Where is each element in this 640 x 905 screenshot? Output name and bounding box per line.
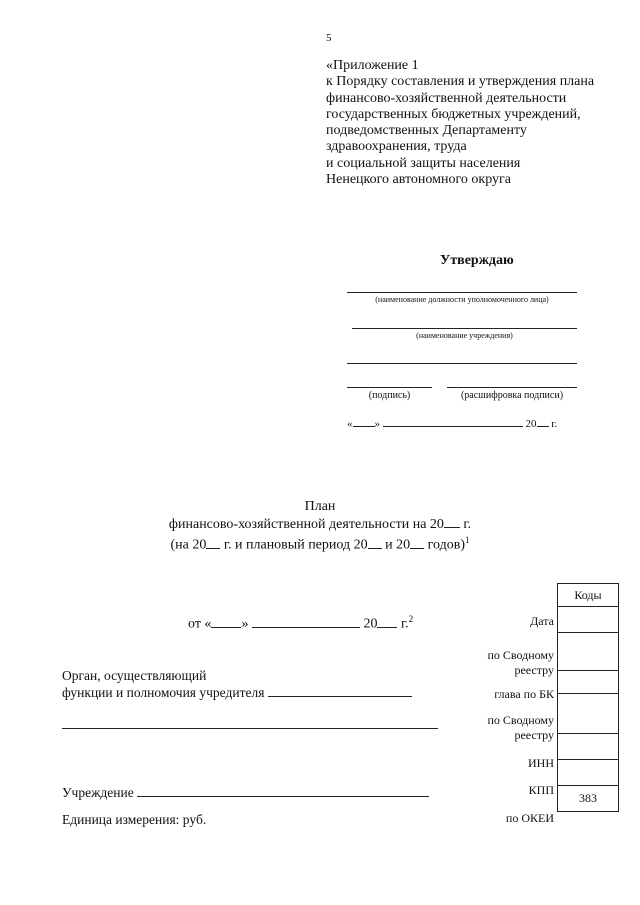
plan-period-d: годов)	[427, 537, 466, 553]
footnote-2: 2	[408, 614, 414, 624]
appendix-line: и социальной защиты населения	[326, 155, 521, 171]
approval-date	[347, 414, 587, 430]
plan-period-b: г. и плановый период 20	[223, 537, 368, 553]
code-cell-date	[558, 607, 618, 633]
plan-year-blank	[444, 515, 460, 528]
code-cell-okei: 383	[558, 786, 618, 812]
day-blank	[353, 414, 375, 427]
date-open-quote: «	[347, 418, 353, 430]
label-inn: ИНН	[528, 756, 554, 770]
signature-caption: (подпись)	[368, 390, 411, 401]
appendix-line: к Порядку составления и утверждения плана	[326, 74, 595, 90]
appendix-line: «Приложение 1	[326, 58, 419, 73]
position-caption: (наименование должности уполномоченного лица)	[375, 295, 549, 304]
approval-heading: Утверждаю	[440, 253, 514, 268]
organ-label-line1: Орган, осуществляющий	[62, 668, 207, 683]
plan-period-blank-3	[410, 536, 424, 549]
code-cell-registry-1	[558, 633, 618, 671]
code-cell-inn	[558, 734, 618, 760]
code-cell-registry-2	[558, 694, 618, 734]
signature-line	[347, 387, 432, 388]
date-suffix: г.	[551, 418, 558, 430]
organ-blank	[268, 684, 412, 697]
year-blank	[537, 414, 549, 427]
label-registry-1: по Сводному реестру	[487, 648, 554, 677]
institution-label: Учреждение	[62, 785, 134, 800]
position-line	[347, 292, 577, 293]
date-close-quote: »	[374, 418, 380, 430]
appendix-line: здравоохранения, труда	[326, 139, 467, 155]
plan-date-year: 20	[363, 616, 378, 632]
month-blank	[383, 414, 523, 427]
signature-decode-caption: (расшифровка подписи)	[460, 390, 564, 401]
plan-date-suffix: г.	[400, 616, 409, 632]
plan-month-blank	[252, 615, 360, 628]
codes-table	[557, 583, 619, 812]
organ-label-text: функции и полномочия учредителя	[62, 685, 265, 700]
code-cell-kpp	[558, 760, 618, 786]
plan-date-prefix: от «	[188, 616, 212, 632]
plan-period-blank-1	[206, 536, 220, 549]
page-number: 5	[326, 32, 332, 44]
institution-blank	[137, 784, 429, 797]
footnote-1: 1	[465, 535, 470, 545]
institution-field	[62, 784, 429, 801]
extra-line	[347, 363, 577, 364]
appendix-line: Ненецкого автономного округа	[326, 172, 511, 188]
plan-period-c: и 20	[385, 537, 411, 553]
plan-title: План	[304, 499, 336, 514]
date-year: 20	[525, 418, 537, 430]
plan-date-mid: »	[241, 616, 249, 632]
appendix-line: финансово-хозяйственной деятельности	[326, 90, 567, 106]
plan-date	[188, 614, 413, 633]
organization-line	[352, 328, 577, 329]
plan-day-blank	[211, 615, 241, 628]
appendix-line: подведомственных Департаменту	[326, 123, 527, 139]
appendix-block	[326, 58, 626, 188]
plan-period-a: (на 20	[170, 537, 207, 553]
plan-period-blank-2	[368, 536, 382, 549]
organ-extra-line	[62, 728, 438, 729]
label-bk: глава по БК	[494, 687, 554, 701]
organization-caption: (наименование учреждения)	[416, 331, 513, 340]
plan-year-blank-2	[377, 615, 397, 628]
organ-label-line2	[62, 684, 412, 701]
signature-decode-line	[447, 387, 577, 388]
plan-period	[0, 532, 640, 554]
label-registry-2: по Сводному реестру	[487, 713, 554, 742]
label-okei: по ОКЕИ	[505, 811, 554, 825]
unit-label: Единица измерения: руб.	[62, 812, 207, 827]
codes-header: Коды	[558, 584, 618, 607]
plan-subtitle-suffix: г.	[463, 517, 472, 532]
label-kpp: КПП	[528, 783, 554, 797]
label-date: Дата	[530, 614, 554, 628]
code-cell-bk	[558, 671, 618, 694]
plan-subtitle-text: финансово-хозяйственной деятельности на 20	[168, 517, 444, 532]
plan-subtitle	[0, 515, 640, 533]
appendix-line: государственных бюджетных учреждений,	[326, 106, 581, 122]
